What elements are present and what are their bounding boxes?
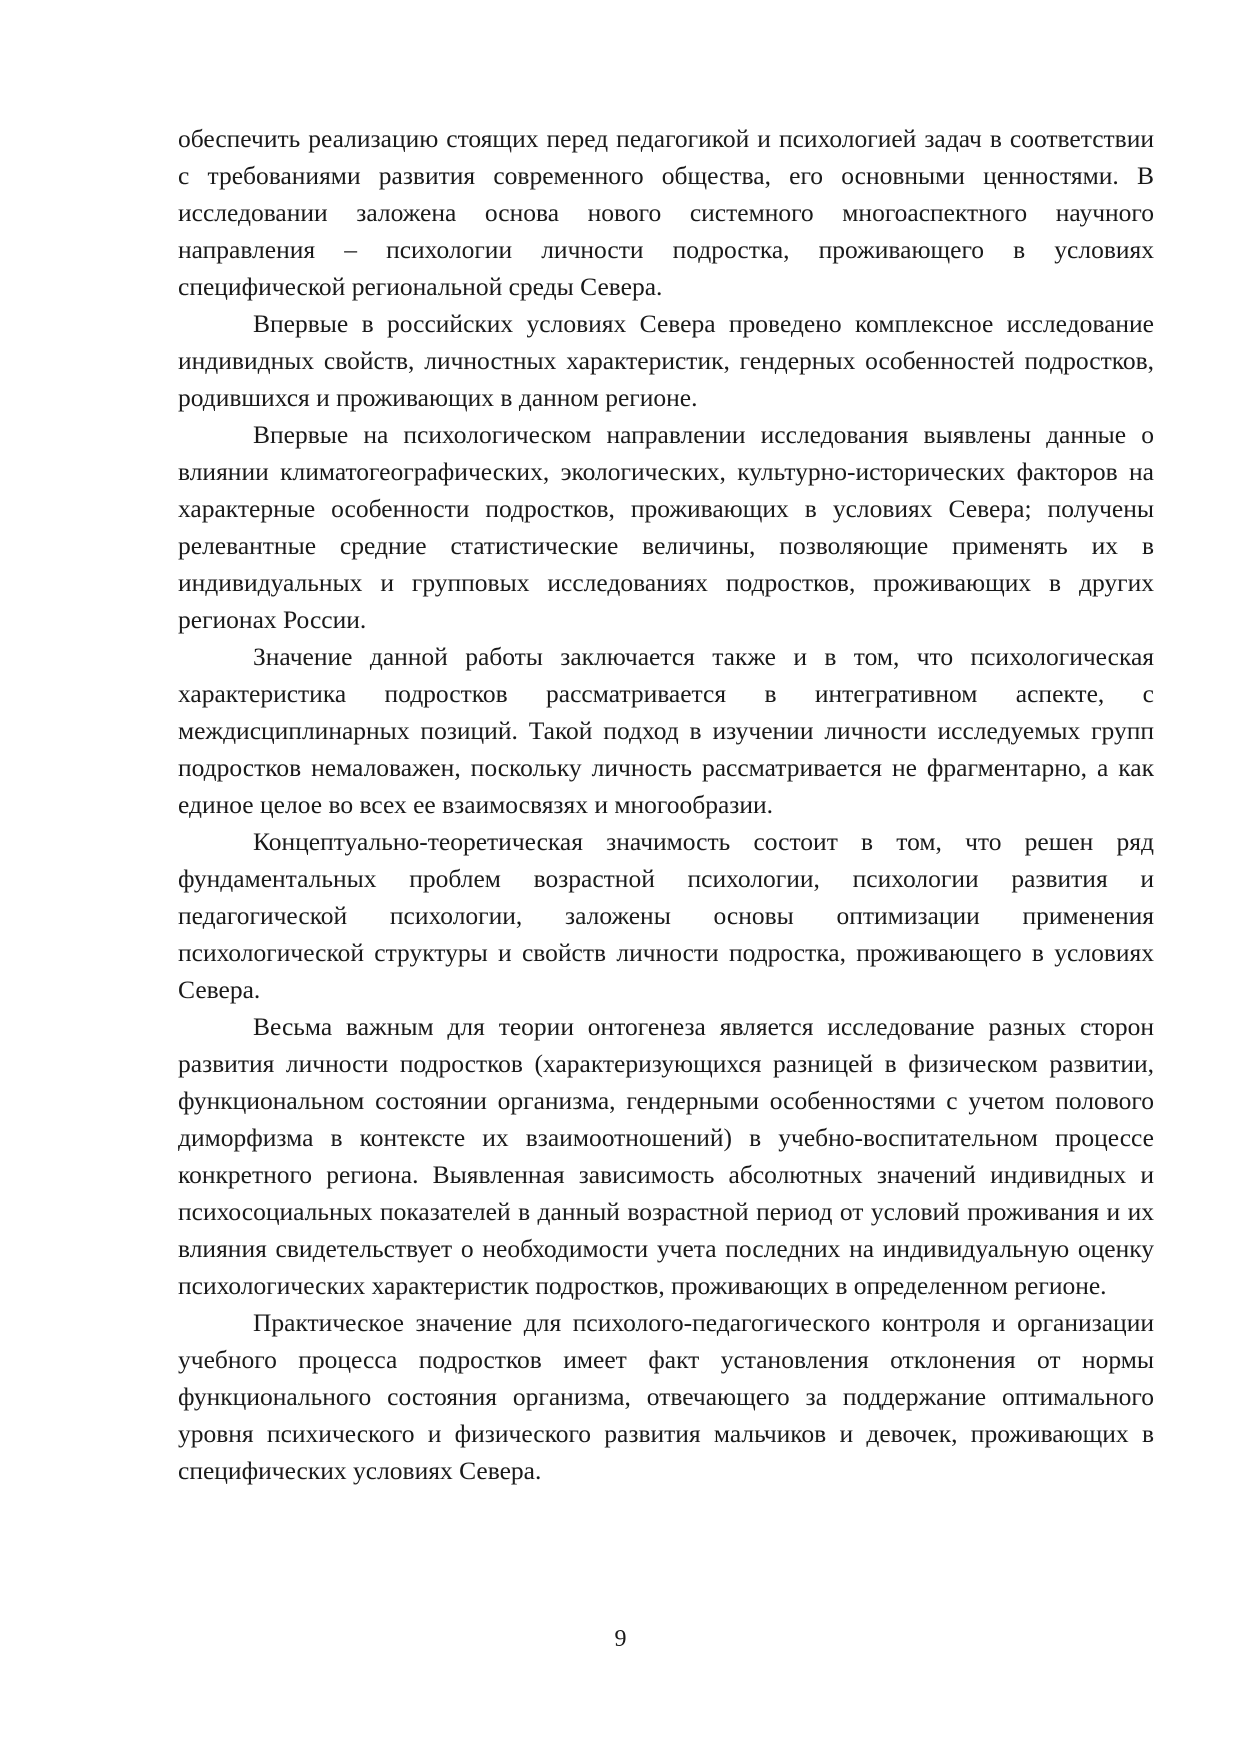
- paragraph-6: Весьма важным для теории онтогенеза является исследование разных сторон развития личности подростков (характеризующихся разницей в физическом развитии, функциональном состоянии организма, гендерными особенностями с учетом полового диморфизма в контексте их взаимоотношений) в учебно-воспитательном процессе конкретного региона. Выявленная зависимость абсолютных значений индивидных и психосоциальных показателей в данный возрастной период от условий проживания и их влияния свидетельствует о необходимости учета последних на индивидуальную оценку психологических характеристик подростков, проживающих в определенном регионе.: [178, 1012, 1154, 1300]
- paragraph-2: Впервые в российских условиях Севера проведено комплексное исследование индивидных свойств, личностных характеристик, гендерных особенностей подростков, родившихся и проживающих в данном регионе.: [178, 309, 1154, 412]
- page-number: 9: [614, 1626, 627, 1652]
- paragraph-4: Значение данной работы заключается также и в том, что психологическая характеристика подростков рассматривается в интегративном аспекте, с междисциплинарных позиций. Такой подход в изучении личности исследуемых групп подростков немаловажен, поскольку личность рассматривается не фрагментарно, а как единое целое во всех ее взаимосвязях и многообразии.: [178, 642, 1154, 819]
- paragraph-7: Практическое значение для психолого-педагогического контроля и организации учебного процесса подростков имеет факт установления отклонения от нормы функционального состояния организма, отвечающего за поддержание оптимального уровня психического и физического развития мальчиков и девочек, проживающих в специфических условиях Севера.: [178, 1308, 1154, 1485]
- paragraph-3: Впервые на психологическом направлении исследования выявлены данные о влиянии климатогеографических, экологических, культурно-исторических факторов на характерные особенности подростков, проживающих в условиях Севера; получены релевантные средние статистические величины, позволяющие применять их в индивидуальных и групповых исследованиях подростков, проживающих в других регионах России.: [178, 420, 1154, 634]
- page-body-text: [178, 120, 1154, 1489]
- paragraph-1: обеспечить реализацию стоящих перед педагогикой и психологией задач в соответствии с требованиями развития современного общества, его основными ценностями. В исследовании заложена основа нового системного многоаспектного научного направления – психологии личности подростка, проживающего в условиях специфической региональной среды Севера.: [178, 124, 1154, 301]
- paragraph-5: Концептуально-теоретическая значимость состоит в том, что решен ряд фундаментальных проблем возрастной психологии, психологии развития и педагогической психологии, заложены основы оптимизации применения психологической структуры и свойств личности подростка, проживающего в условиях Севера.: [178, 827, 1154, 1004]
